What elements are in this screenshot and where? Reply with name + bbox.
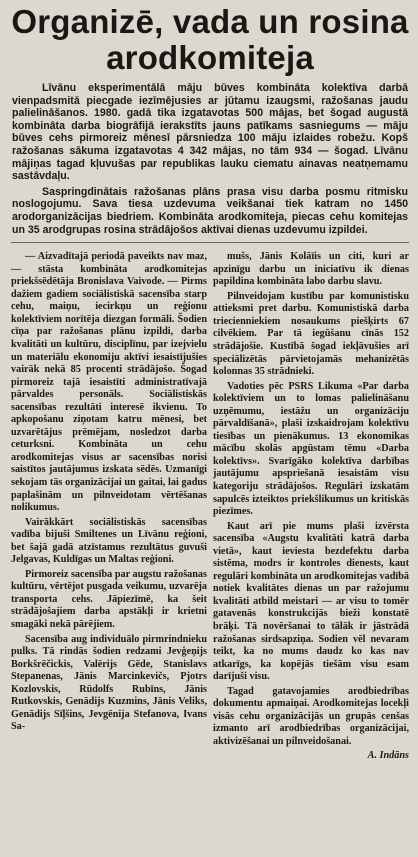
body-paragraph: Kaut arī pie mums plaši izvērsta sacensība «Augstu kvalitāti katrā darba vietā», kaut ieviesta bezdefektu darba sistēma, modrs ir kontroles dienests, kaut regulāri kombināta un arodkomitejas vadībā notiek kvalitātes dienas un par ražojumu kvalitāti atbild meistari — ar visu to tomēr gatavenās konstrukcijās bieži konstatē brāķi. Tā novēršanai to tālāk ir jāstrādā ražošanas sirdsapziņa. Sodien vēl nevaram teikt, ka no mums daudz ko kas nav atkarīgs, ka kopējās tiešām visu esam darījuši visu. (213, 520, 409, 683)
left-column (8, 251, 210, 763)
article-lead (12, 82, 408, 236)
body-paragraph: — Aizvadītajā periodā paveikts nav maz, — stāsta kombināta arodkomitejas priekšsēdētāja Bronislava Vaivode. — Pirms dažiem gadiem sociālistiskā sacensība starp cehu, maiņu, iecirkņu un reģionu kolektīviem norītēja diezgan formāli. Šodien cīņa par ražošanas plānu izpildi, darba kvalitāti un kultūru, disciplīnu, par izejvielu un materiālu ekonomiju aktīvi iesaistījušies vairāk nekā 85 procenti strādājošo. Šogad pirmoreiz tajā iesaistīti administratīvajā pārvaldes personāls. Sociālistiskās sacensības rezultāti interesē ikvienu. To apkopošanu ziņotam katru mēnesi, bet uzvarētājus prēmējam, nosledzot darba ceturksni. Kombināta un cehu arodkomitejas visus ar sacensības norisi saistītos jautājumus izskata sēdēs. Uzmanīgi sekojam tās organizācijai un gaitai, lai gadus paplašinām un pilnveidotam vērtēšanas nolikumus. (11, 251, 207, 514)
lead-paragraph: Saspringdinātais ražošanas plāns prasa visu darba posmu ritmisku noslogojumu. Sava tiesa uzdevuma veikšanai tiek katram no 1450 arodorganizācijas biedriem. Kombināta arodkomiteja, piecas cehu komitejas un 35 arodgrupas rosina strādājošos aktīvai dienas uzdevumu izpildei. (12, 185, 408, 236)
article-headline: Organizē, vada un rosina arodkomiteja (11, 3, 409, 76)
body-paragraph: mušs, Jānis Kolāīis un citi, kuri ar apzinīgu darbu un iniciatīvu ik dienas papildina kombināta labo darbu slavu. (213, 251, 409, 288)
body-paragraph: Pilnveidojam kustību par komunistisku attieksmi pret darbu. Komunistiskā darba triecienniekiem nosaukums piešķirts 67 cilvēkiem. Par tā iegūšanu cīnās 152 strādājošie. Kustībā šogad iekļāvušies arī speciālizētās pārvietojamās mehanizētās kolonnas 35 strādnieki. (213, 290, 409, 378)
body-paragraph: Vadoties pēc PSRS Likuma «Par darba kolektīviem un to lomas palielināšanu uzņēmumu, iestāžu un organizāciju pārvaldīšanā», plaši izskaidrojam kolektīvu tiesības un pienākumus. 13 ekonomikas mācību skolās apgūstam tēmu «Darba kolektīvs». Svarīgāko kolektīva darbības jautājumu apspriešanā iesaistām visu kategoriju strādājošos. Regulāri izskatām sapulcēs izteiktos priekšlikumus un kritiskās piezīmes. (213, 380, 409, 518)
body-paragraph: Sacensība aug individuālo pirmrindnieku pulks. Tā rindās šodien redzami Jevģeņijs Borkšrēčickis, Valērijs Gēde, Stanislavs Stepanenas, Jānis Marcinkevičs, Pjotrs Kozlovskis, Rūdolfs Rubīns, Jānis Rutkovskis, Genādijs Kuzmins, Jānis Veliks, Genādijs Sīļšins, Jevgēnija Stefanova, Ivans Sa- (11, 633, 207, 733)
author-signature: A. Indāns (367, 750, 409, 762)
body-paragraph: Tagad gatavojamies arodbiedrības dokumentu apmaiņai. Arodkomitejas locekļi visās cehu organizācijās un grupās cenšas izmanto arī arodbiedrības organizācijai, aktivizēšanai un pilnveidošanai. (213, 685, 409, 747)
body-paragraph: Vairākkārt sociālistiskās sacensības vadība bijuši Smiltenes un Līvānu reģioni, bet šajā gadā atzīstamus rezultātus guvuši Jelgavas, Kuldīgas un Maltas reģioni. (11, 516, 207, 566)
section-divider (11, 242, 409, 243)
body-paragraph: Pirmoreiz sacensība par augstu ražošanas kultūru, vērtējot pusgada veikumu, uzvarēja transporta cehs. Jāpiezīmē, ka šeit strādājošajiem darba apstākļi ir krietni smagāki nekā pārējiem. (11, 568, 207, 630)
article-body (8, 251, 412, 763)
right-column (210, 251, 412, 763)
lead-paragraph: Līvānu eksperimentālā māju būves kombināta kolektīva darbā vienpadsmitā piecgade iezīmējusies ar jūtamu izaugsmi, ražošanas jaudu palielināšanos. 1980. gadā tika izgatavotas 500 mājas, bet šogad augustā kombināta darba biogrāfijā ierakstīts jauns patīkams sasniegums — māju būves cehs pirmoreiz mēnesī pārsniedza 100 māju izlaides robežu. Kopš ražošanas sākuma izgatavotas 4 342 mājas, no tām 934 — šogad. Līvānu mājiņas tagad kļuvušas par republikas lauku ciematu ainavas neatņemamu sastāvdaļu. (12, 82, 408, 183)
